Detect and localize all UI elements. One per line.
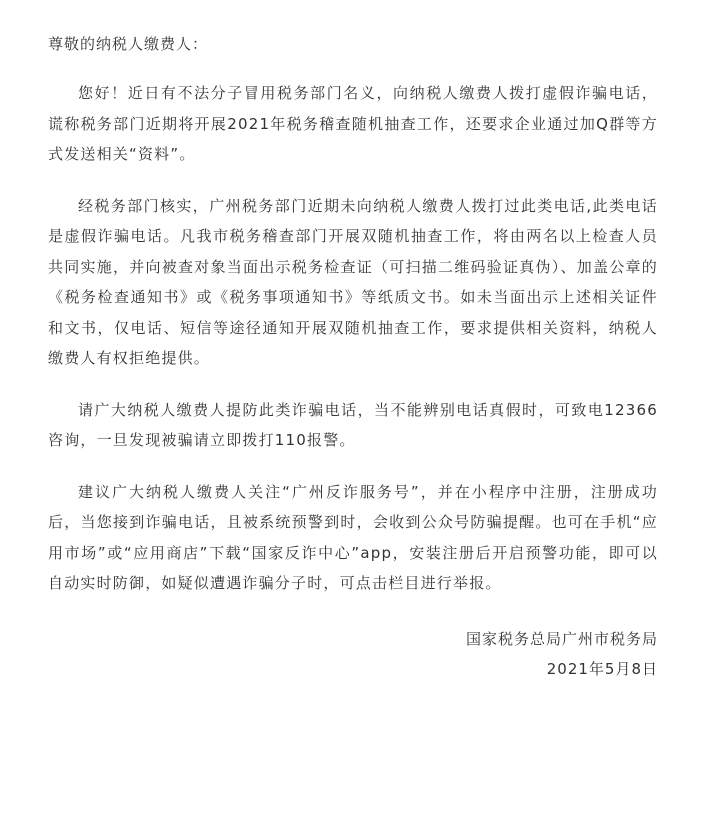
paragraph-warning: 您好！近日有不法分子冒用税务部门名义，向纳税人缴费人拨打虚假诈骗电话，谎称税务部门近期将开展2021年税务稽查随机抽查工作，还要求企业通过加Q群等方式发送相关“资料”。 — [48, 84, 658, 163]
signature-block — [466, 624, 658, 684]
paragraph-verification: 经税务部门核实，广州税务部门近期未向纳税人缴费人拨打过此类电话,此类电话是虚假诈骗电话。凡我市税务稽查部门开展双随机抽查工作，将由两名以上检查人员共同实施，并向被查对象当面出示税务检查证（可扫描二维码验证真伪）、加盖公章的《税务检查通知书》或《税务事项通知书》等纸质文书。如未当面出示上述相关证件和文书，仅电话、短信等途径通知开展双随机抽查工作，要求提供相关资料，纳税人缴费人有权拒绝提供。 — [48, 196, 658, 367]
signature-date: 2021年5月8日 — [546, 660, 658, 678]
paragraph-hotline: 请广大纳税人缴费人提防此类诈骗电话，当不能辨别电话真假时，可致电12366咨询，一旦发现被骗请立即拨打110报警。 — [48, 400, 658, 449]
greeting: 尊敬的纳税人缴费人： — [48, 35, 209, 53]
signature-organization: 国家税务总局广州市税务局 — [465, 630, 658, 648]
paragraph-recommendation: 建议广大纳税人缴费人关注“广州反诈服务号”，并在小程序中注册，注册成功后，当您接到诈骗电话，且被系统预警到时，会收到公众号防骗提醒。也可在手机“应用市场”或“应用商店”下载“国家反诈中心”app，安装注册后开启预警功能，即可以自动实时防御，如疑似遭遇诈骗分子时，可点击栏目进行举报。 — [48, 482, 658, 592]
